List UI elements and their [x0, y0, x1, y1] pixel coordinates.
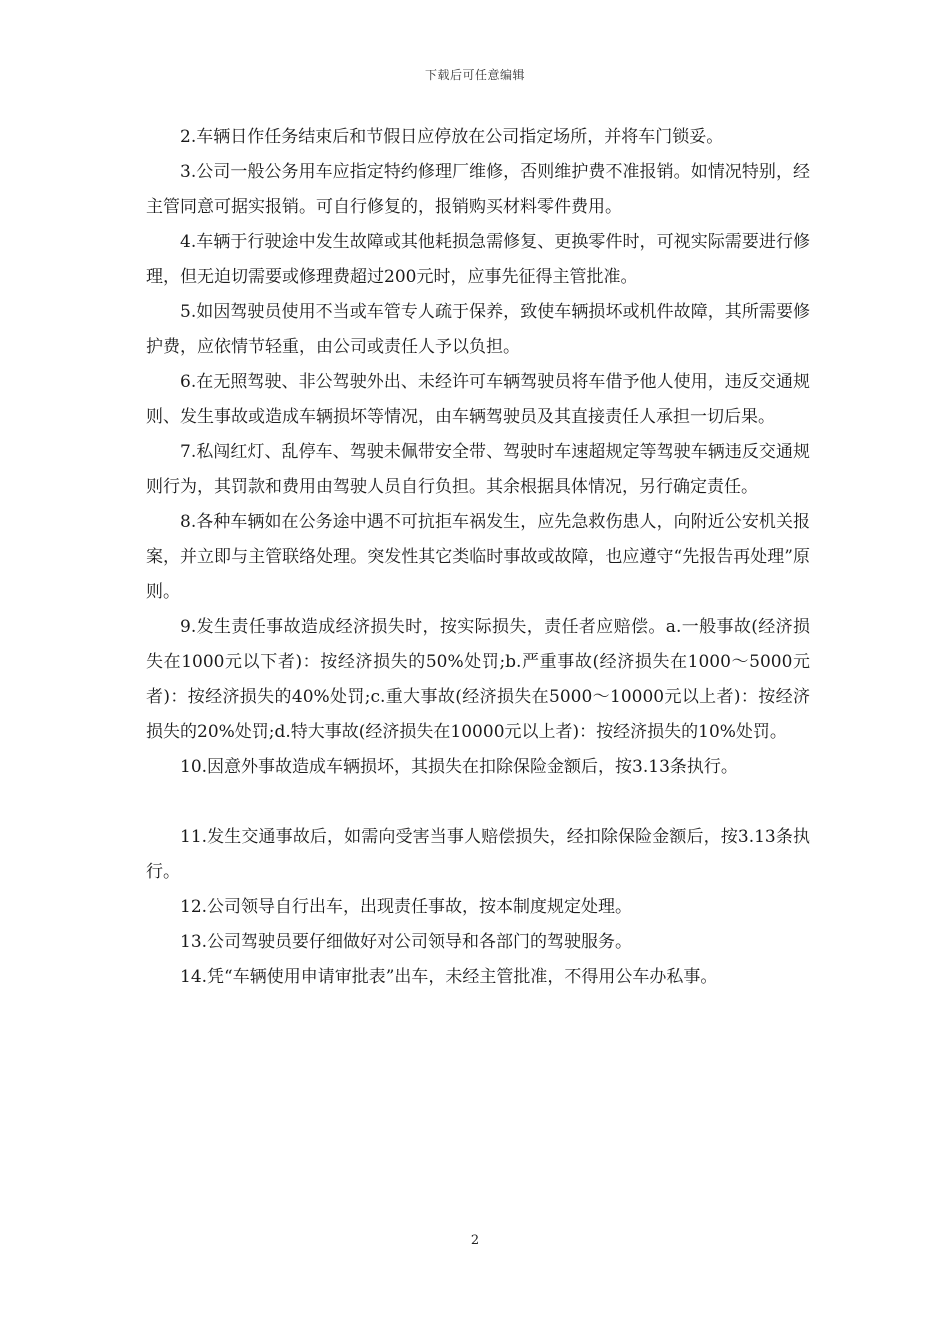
- paragraph-item-3: 3.公司一般公务用车应指定特约修理厂维修，否则维护费不准报销。如情况特别，经主管同意可据实报销。可自行修复的，报销购买材料零件费用。: [146, 162, 810, 217]
- paragraph-item-6: 6.在无照驾驶、非公驾驶外出、未经许可车辆驾驶员将车借予他人使用，违反交通规则、发生事故或造成车辆损坏等情况，由车辆驾驶员及其直接责任人承担一切后果。: [146, 372, 810, 427]
- document-body: [146, 120, 810, 995]
- paragraph-item-7: 7.私闯红灯、乱停车、驾驶未佩带安全带、驾驶时车速超规定等驾驶车辆违反交通规则行为，其罚款和费用由驾驶人员自行负担。其余根据具体情况，另行确定责任。: [146, 442, 810, 497]
- paragraph-item-11: 11.发生交通事故后，如需向受害当事人赔偿损失，经扣除保险金额后，按3.13条执行。: [146, 827, 810, 882]
- paragraph-item-10: 10.因意外事故造成车辆损坏，其损失在扣除保险金额后，按3.13条执行。: [180, 757, 738, 777]
- page-header: 下载后可任意编辑: [424, 68, 525, 82]
- paragraph-item-2: 2.车辆日作任务结束后和节假日应停放在公司指定场所，并将车门锁妥。: [180, 127, 724, 147]
- paragraph-item-12: 12.公司领导自行出车，出现责任事故，按本制度规定处理。: [180, 897, 633, 917]
- page-number: 2: [470, 1233, 480, 1248]
- paragraph-item-5: 5.如因驾驶员使用不当或车管专人疏于保养，致使车辆损坏或机件故障，其所需要修护费，应依情节轻重，由公司或责任人予以负担。: [146, 302, 810, 357]
- paragraph-item-13: 13.公司驾驶员要仔细做好对公司领导和各部门的驾驶服务。: [180, 932, 633, 952]
- paragraph-item-14: 14.凭“车辆使用申请审批表”出车，未经主管批准，不得用公车办私事。: [180, 967, 718, 987]
- paragraph-item-9: 9.发生责任事故造成经济损失时，按实际损失，责任者应赔偿。a.一般事故(经济损失在1000元以下者)：按经济损失的50%处罚;b.严重事故(经济损失在1000～5000元者)：按经济损失的40%处罚;c.重大事故(经济损失在5000～10000元以上者)：按经济损失的20%处罚;d.特大事故(经济损失在10000元以上者)：按经济损失的10%处罚。: [146, 617, 810, 742]
- paragraph-item-4: 4.车辆于行驶途中发生故障或其他耗损急需修复、更换零件时，可视实际需要进行修理，但无迫切需要或修理费超过200元时，应事先征得主管批准。: [146, 232, 810, 287]
- paragraph-item-8: 8.各种车辆如在公务途中遇不可抗拒车祸发生，应先急救伤患人，向附近公安机关报案，并立即与主管联络处理。突发性其它类临时事故或故障，也应遵守“先报告再处理”原则。: [146, 512, 810, 602]
